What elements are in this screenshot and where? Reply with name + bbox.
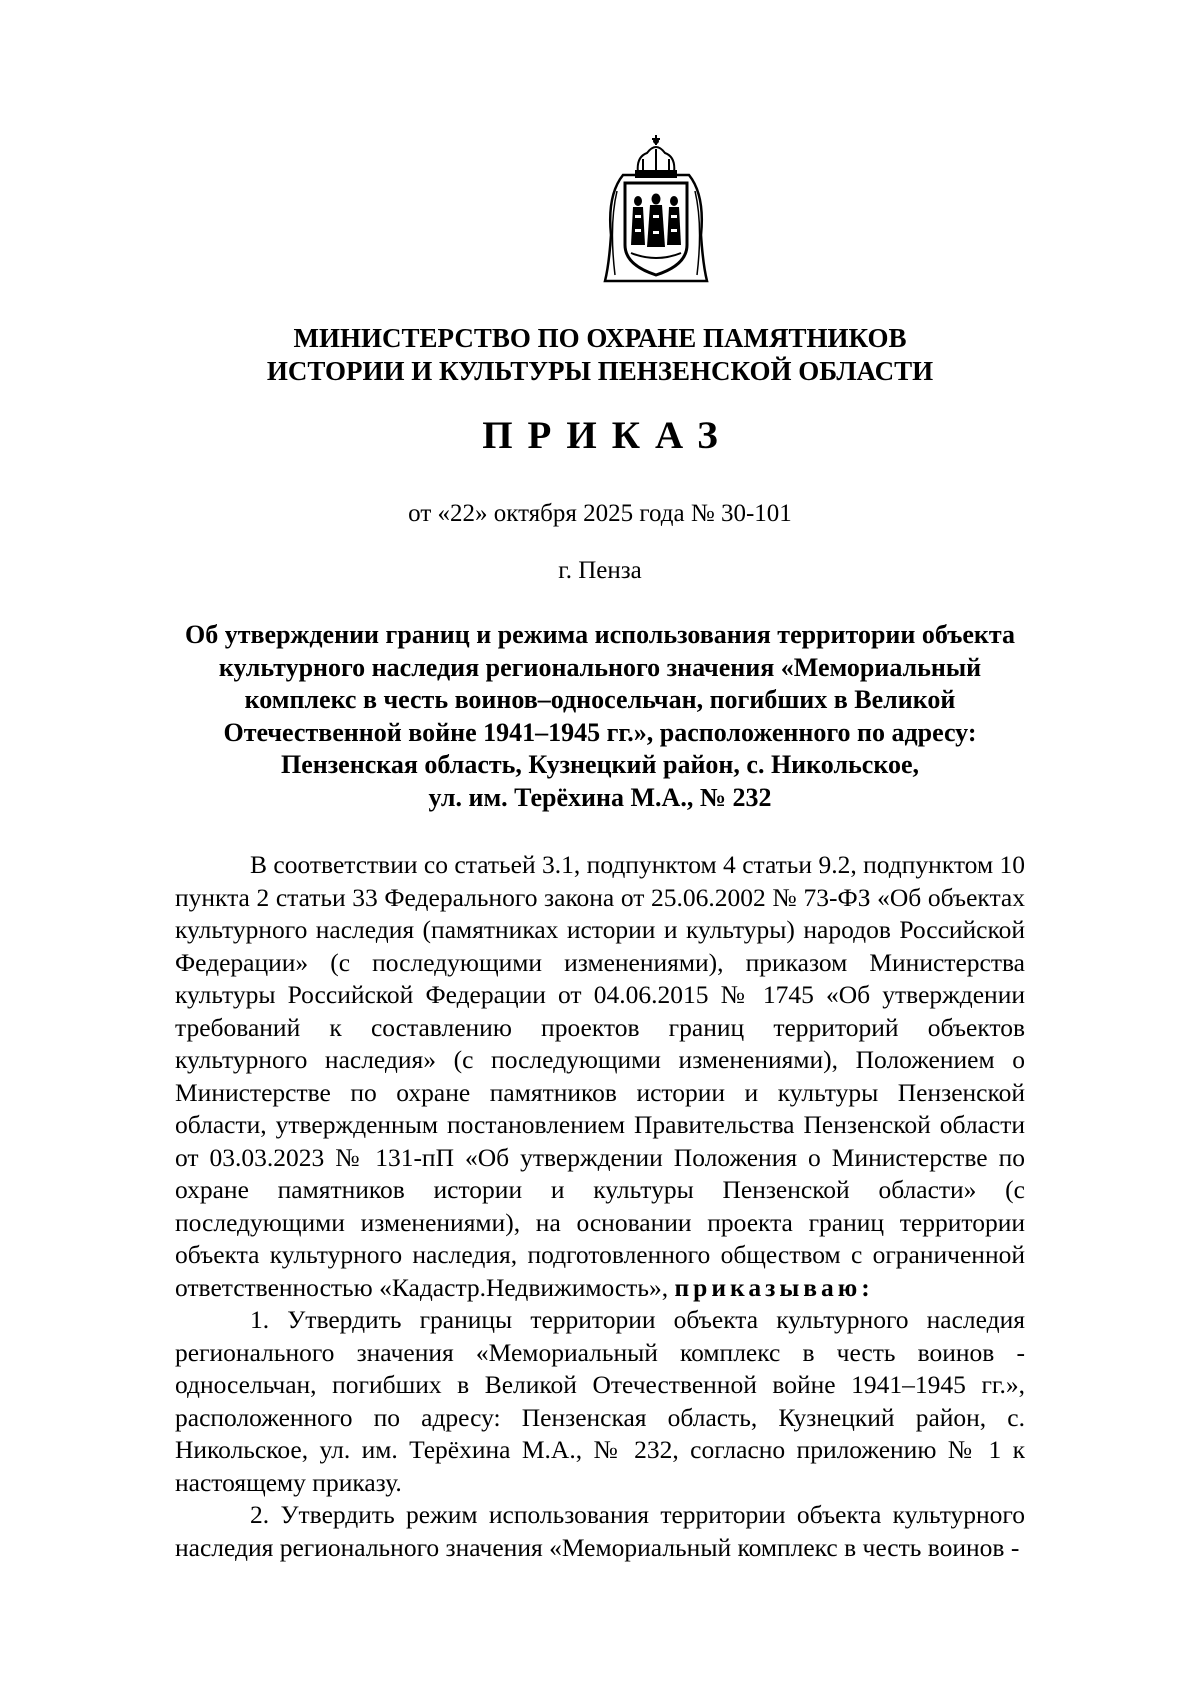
city: г. Пенза xyxy=(558,557,642,584)
title-line: ул. им. Терёхина М.А., № 232 xyxy=(428,782,772,812)
coat-of-arms-icon xyxy=(603,135,709,283)
ministry-line-1: МИНИСТЕРСТВО ПО ОХРАНЕ ПАМЯТНИКОВ xyxy=(293,323,907,353)
preamble-paragraph xyxy=(175,849,1025,1304)
ministry-line-2: ИСТОРИИ И КУЛЬТУРЫ ПЕНЗЕНСКОЙ ОБЛАСТИ xyxy=(266,356,934,386)
ministry-name xyxy=(150,322,1050,388)
order-title xyxy=(175,619,1025,814)
title-line: культурного наследия регионального значения «Мемориальный xyxy=(218,652,982,682)
order-word: приказываю: xyxy=(674,1272,874,1302)
title-line: Отечественной войне 1941–1945 гг.», расположенного по адресу: xyxy=(223,717,977,747)
item-1-paragraph: 1. Утвердить границы территории объекта культурного наследия регионального значения «Мемориальный комплекс в честь воинов - односельчан, погибших в Великой Отечественной войне 1941–1945 гг.», расположенного по адресу: Пензенская область, Кузнецкий район, с. Никольское, ул. им. Терёхина М.А., № 232, согласно приложению № 1 к настоящему приказу. xyxy=(175,1305,1025,1497)
order-body xyxy=(175,849,1025,1564)
date-and-number: от «22» октября 2025 года № 30-101 xyxy=(408,500,792,527)
preamble-text: В соответствии со статьей 3.1, подпунктом 4 статьи 9.2, подпунктом 10 пункта 2 статьи 33 Федерального закона от 25.06.2002 № 73-ФЗ «Об объектах культурного наследия (памятниках истории и культуры) народов Российской Федерации» (с последующими изменениями), приказом Министерства культуры Российской Федерации от 04.06.2015 № 1745 «Об утверждении требований к составлению проектов границ территорий объектов культурного наследия» (с последующими изменениями), Положением о Министерстве по охране памятников истории и культуры Пензенской области, утвержденным постановлением Правительства Пензенской области от 03.03.2023 № 131-пП «Об утверждении Положения о Министерстве по охране памятников истории и культуры Пензенской области» (с последующими изменениями), на основании проекта границ территории объекта культурного наследия, подготовленного обществом с ограниченной ответственностью «Кадастр.Недвижимость», xyxy=(175,850,1025,1302)
item-2-paragraph: 2. Утвердить режим использования территории объекта культурного наследия регионального значения «Мемориальный комплекс в честь воинов - xyxy=(175,1500,1025,1562)
title-line: Об утверждении границ и режима использования территории объекта xyxy=(185,620,1015,649)
title-line: комплекс в честь воинов–односельчан, погибших в Великой xyxy=(244,685,956,714)
document-type: ПРИКАЗ xyxy=(482,414,733,457)
title-line: Пензенская область, Кузнецкий район, с. Никольское, xyxy=(280,750,919,779)
